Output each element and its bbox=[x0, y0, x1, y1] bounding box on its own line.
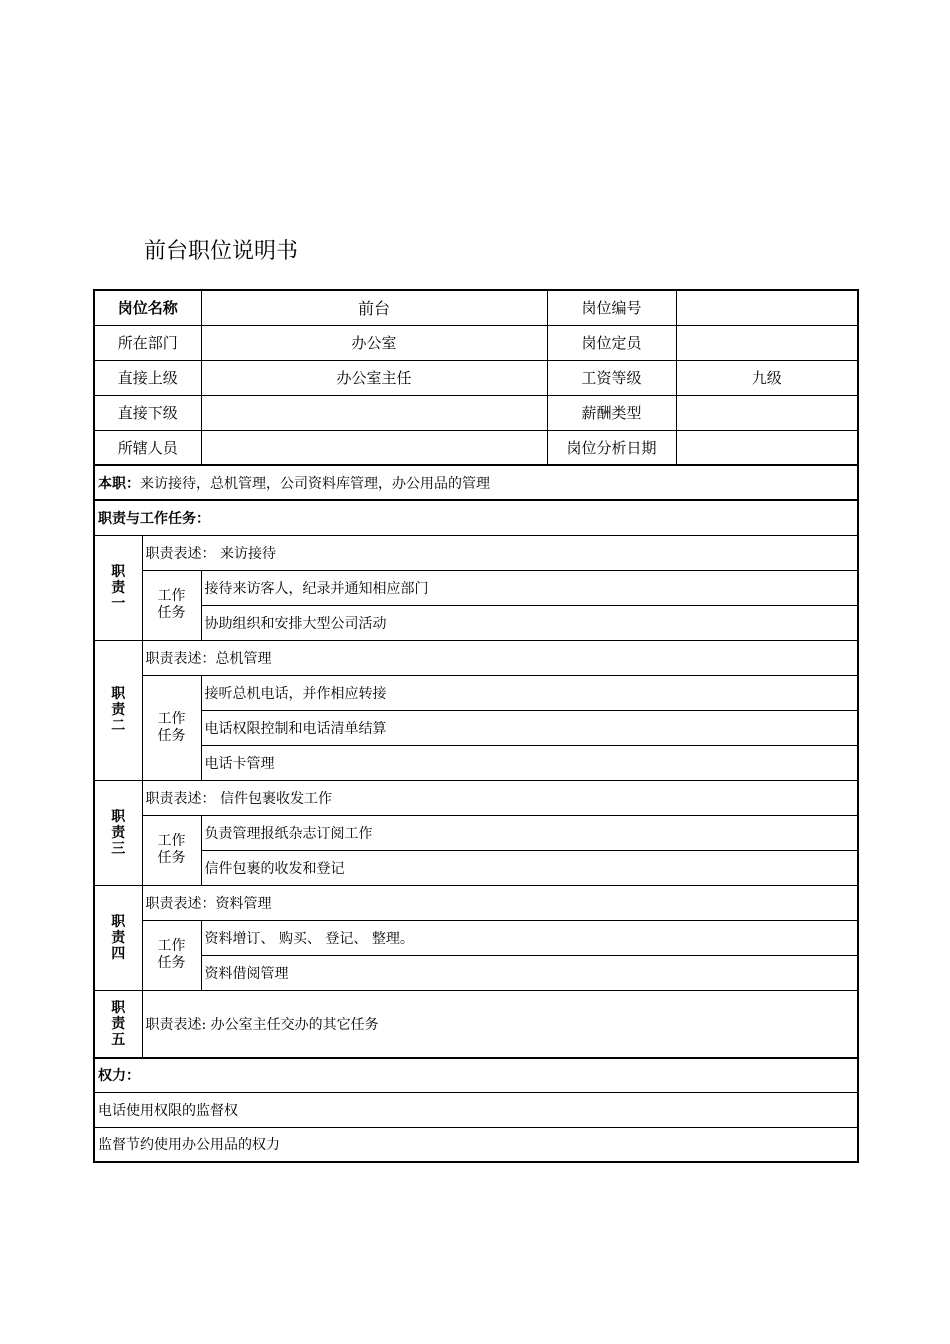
duty-4-task-2: 资料借阅管理 bbox=[201, 955, 858, 990]
duty-1-task-label: 工作 任务 bbox=[142, 570, 201, 640]
duty-3-label: 职 责 三 bbox=[94, 780, 142, 885]
pay-type-label: 薪酬类型 bbox=[547, 395, 676, 430]
subordinate-label: 直接下级 bbox=[94, 395, 201, 430]
duty-2-label: 职 责 二 bbox=[94, 640, 142, 780]
duty-2-statement: 职责表述：总机管理 bbox=[142, 640, 858, 675]
position-code-label: 岗位编号 bbox=[547, 290, 676, 325]
duty-1-statement: 职责表述： 来访接待 bbox=[142, 535, 858, 570]
position-name-value: 前台 bbox=[201, 290, 547, 325]
analysis-date-value bbox=[676, 430, 858, 465]
headcount-label: 岗位定员 bbox=[547, 325, 676, 360]
headcount-value bbox=[676, 325, 858, 360]
position-name-label: 岗位名称 bbox=[94, 290, 201, 325]
duty-4-label: 职 责 四 bbox=[94, 885, 142, 990]
duties-heading: 职责与工作任务： bbox=[94, 500, 858, 535]
salary-grade-label: 工资等级 bbox=[547, 360, 676, 395]
duty-3-statement: 职责表述： 信件包裹收发工作 bbox=[142, 780, 858, 815]
duty-2-task-1: 接听总机电话，并作相应转接 bbox=[201, 675, 858, 710]
duty-3-task-label: 工作 任务 bbox=[142, 815, 201, 885]
superior-label: 直接上级 bbox=[94, 360, 201, 395]
department-value: 办公室 bbox=[201, 325, 547, 360]
duty-3-task-1: 负责管理报纸杂志订阅工作 bbox=[201, 815, 858, 850]
subordinate-value bbox=[201, 395, 547, 430]
page-title: 前台职位说明书 bbox=[144, 239, 299, 264]
duty-2-task-label: 工作 任务 bbox=[142, 675, 201, 780]
duty-1-task-2: 协助组织和安排大型公司活动 bbox=[201, 605, 858, 640]
superior-value: 办公室主任 bbox=[201, 360, 547, 395]
duty-3-task-2: 信件包裹的收发和登记 bbox=[201, 850, 858, 885]
power-item-1: 电话使用权限的监督权 bbox=[94, 1092, 858, 1127]
analysis-date-label: 岗位分析日期 bbox=[547, 430, 676, 465]
duty-5-label: 职 责 五 bbox=[94, 990, 142, 1058]
summary-label: 本职： bbox=[98, 475, 140, 492]
power-item-2: 监督节约使用办公用品的权力 bbox=[94, 1127, 858, 1162]
duty-1-task-1: 接待来访客人，纪录并通知相应部门 bbox=[201, 570, 858, 605]
duty-1-label: 职 责 一 bbox=[94, 535, 142, 640]
department-label: 所在部门 bbox=[94, 325, 201, 360]
duty-4-task-1: 资料增订、 购买、 登记、 整理。 bbox=[201, 920, 858, 955]
job-description-table bbox=[93, 289, 857, 1163]
duty-4-statement: 职责表述：资料管理 bbox=[142, 885, 858, 920]
summary-row bbox=[94, 465, 858, 500]
duty-2-task-2: 电话权限控制和电话清单结算 bbox=[201, 710, 858, 745]
pay-type-value bbox=[676, 395, 858, 430]
powers-heading: 权力： bbox=[94, 1058, 858, 1092]
duty-2-task-3: 电话卡管理 bbox=[201, 745, 858, 780]
duty-4-task-label: 工作 任务 bbox=[142, 920, 201, 990]
salary-grade-value: 九级 bbox=[676, 360, 858, 395]
staff-value bbox=[201, 430, 547, 465]
position-code-value bbox=[676, 290, 858, 325]
duty-5-statement: 职责表述: 办公室主任交办的其它任务 bbox=[142, 990, 858, 1058]
summary-text: 来访接待，总机管理，公司资料库管理，办公用品的管理 bbox=[140, 475, 490, 492]
staff-label: 所辖人员 bbox=[94, 430, 201, 465]
